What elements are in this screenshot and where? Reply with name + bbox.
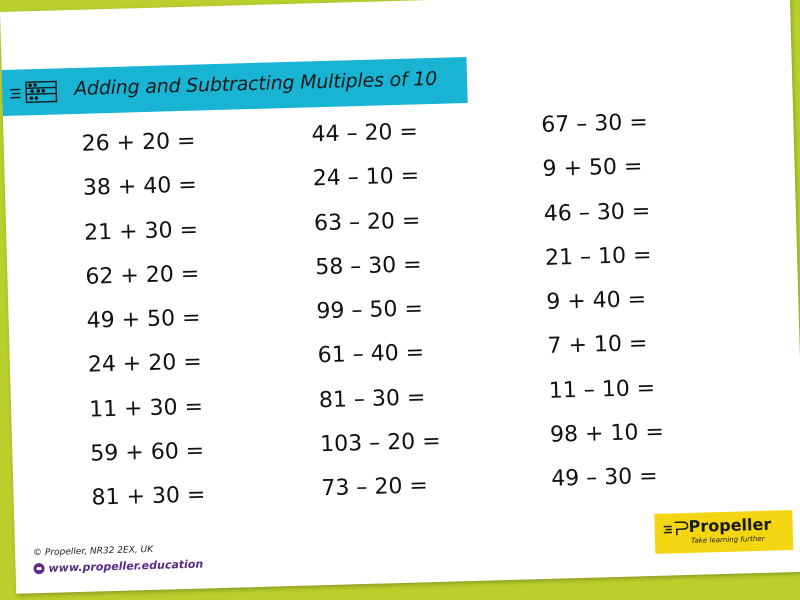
problem: 67 – 30 =	[541, 109, 649, 138]
problem: 103 – 20 =	[319, 428, 441, 458]
website-link[interactable]	[33, 558, 203, 576]
problem: 11 + 30 =	[88, 394, 204, 423]
website-text: www.propeller.education	[48, 557, 204, 575]
problem: 73 – 20 =	[321, 473, 429, 502]
copyright-notice: © Propeller, NR32 2EX, UK	[32, 544, 154, 559]
propeller-logo	[654, 510, 793, 554]
logo-tagline: Take learning further	[690, 534, 765, 545]
problem: 21 – 10 =	[544, 242, 652, 271]
problem: 9 + 50 =	[542, 154, 643, 183]
problem: 38 + 40 =	[82, 172, 198, 202]
problem: 9 + 40 =	[545, 287, 647, 316]
problem: 81 – 30 =	[318, 385, 426, 414]
problem: 49 + 50 =	[86, 305, 201, 334]
globe-icon	[33, 563, 44, 574]
problem: 11 – 10 =	[548, 375, 656, 404]
problem: 46 – 30 =	[543, 198, 651, 227]
problem: 58 – 30 =	[314, 252, 422, 281]
problem: 24 + 20 =	[87, 349, 203, 379]
problem-column-2	[311, 115, 522, 519]
logo-name: Propeller	[688, 514, 772, 536]
problem: 98 + 10 =	[549, 419, 665, 448]
problem: 49 – 30 =	[550, 464, 658, 493]
problem-column-1	[81, 124, 292, 528]
problem: 61 – 40 =	[317, 340, 425, 369]
propeller-logo-icon	[662, 519, 688, 538]
problem: 7 + 10 =	[547, 331, 648, 360]
problem: 62 + 20 =	[85, 261, 200, 290]
problem-column-3	[541, 105, 752, 509]
problem: 63 – 20 =	[313, 207, 421, 236]
problem: 44 – 20 =	[311, 119, 419, 148]
worksheet-title: Adding and Subtracting Multiples of 10	[73, 67, 438, 100]
problem: 24 – 10 =	[312, 163, 420, 192]
title-banner	[2, 57, 468, 116]
problem: 99 – 50 =	[316, 296, 424, 325]
problem: 26 + 20 =	[81, 128, 196, 157]
abacus-icon	[8, 78, 61, 105]
problem: 81 + 30 =	[91, 482, 206, 512]
problem: 21 + 30 =	[83, 217, 199, 246]
problem: 59 + 60 =	[90, 438, 205, 467]
